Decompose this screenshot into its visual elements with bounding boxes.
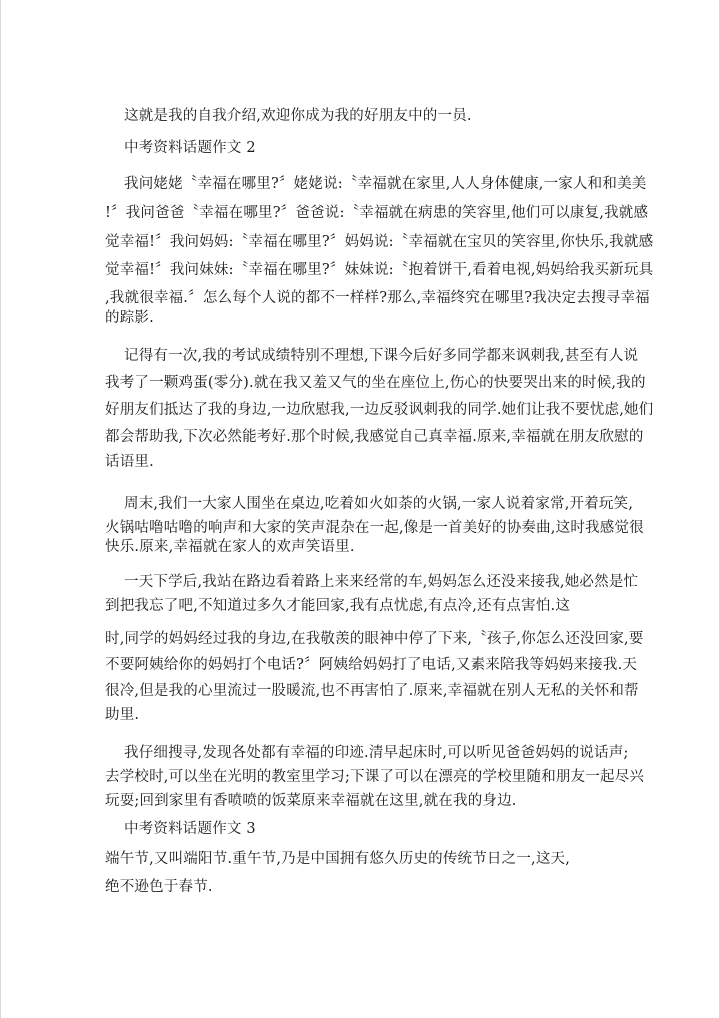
text-line: 端午节,又叫端阳节.重午节,乃是中国拥有悠久历史的传统节日之一,这天, <box>105 851 571 867</box>
text-line: 我考了一颗鸡蛋(零分).就在我又羞又气的坐在座位上,伤心的快要哭出来的时候,我的 <box>105 375 646 391</box>
text-line: 不要阿姨给你的妈妈打个电话?〞阿姨给妈妈打了电话,又素来陪我等妈妈来接我.天 <box>105 657 638 673</box>
text-line: 玩耍;回到家里有香喷喷的饭菜原来幸福就在这里,就在我的身边. <box>105 793 517 809</box>
text-line: 觉幸福!〞我问妈妈:〝幸福在哪里?〞妈妈说:〝幸福就在宝贝的笑容里,你快乐,我就感 <box>105 234 654 250</box>
text-line: 这就是我的自我介绍,欢迎你成为我的好朋友中的一员. <box>124 108 472 124</box>
text-line: 我仔细搜寻,发现各处都有幸福的印迹.清早起床时,可以听见爸爸妈妈的说话声; <box>124 745 629 761</box>
text-line: 好朋友们抵达了我的身边,一边欣慰我,一边反驳讽刺我的同学.她们让我不要忧虑,她们 <box>105 402 654 418</box>
text-line: 记得有一次,我的考试成绩特别不理想,下课今后好多同学都来讽刺我,甚至有人说 <box>124 348 639 364</box>
text-line: 一天下学后,我站在路边看着路上来来经常的车,妈妈怎么还没来接我,她必然是忙 <box>124 574 639 590</box>
section-heading: 中考资料话题作文 2 <box>124 140 256 156</box>
text-line: 觉幸福!〞我问妹妹:〝幸福在哪里?〞妹妹说:〝抱着饼干,看着电视,妈妈给我买新玩具 <box>105 262 654 278</box>
text-line: 的踪影. <box>105 310 154 326</box>
text-line: 都会帮助我,下次必然能考好.那个时候,我感觉自己真幸福.原来,幸福就在朋友欣慰的 <box>105 429 644 445</box>
text-line: 快乐.原来,幸福就在家人的欢声笑语里. <box>105 539 355 555</box>
text-line: 话语里. <box>105 454 154 470</box>
text-line: 助里. <box>105 707 140 723</box>
section-heading: 中考资料话题作文 3 <box>124 821 256 837</box>
text-line: 火锅咕噜咕噜的响声和大家的笑声混杂在一起,像是一首美好的协奏曲,这时我感觉很 <box>105 520 644 536</box>
text-line: !〞我问爸爸〝幸福在哪里?〞爸爸说:〝幸福就在病患的笑容里,他们可以康复,我就感 <box>105 205 649 221</box>
text-line: 很冷,但是我的心里流过一股暖流,也不再害怕了.原来,幸福就在别人无私的关怀和帮 <box>105 683 639 699</box>
text-line: 绝不逊色于春节. <box>105 879 213 895</box>
text-line: 我问姥姥〝幸福在哪里?〞姥姥说:〝幸福就在家里,人人身体健康,一家人和和美美 <box>124 176 647 192</box>
text-line: 到把我忘了吧,不知道过多久才能回家,我有点忧虑,有点冷,还有点害怕.这 <box>105 598 571 614</box>
text-line: 时,同学的妈妈经过我的身边,在我敬羡的眼神中停了下来,〝孩子,你怎么还没回家,要 <box>105 631 644 647</box>
text-line: ,我就很幸福.〞怎么每个人说的都不一样样?那么,幸福终究在哪里?我决定去搜寻幸福 <box>105 290 650 306</box>
text-line: 去学校时,可以坐在光明的教室里学习;下课了可以在漂亮的学校里随和朋友一起尽兴 <box>105 769 645 785</box>
text-line: 周末,我们一大家人围坐在桌边,吃着如火如荼的火锅,一家人说着家常,开着玩笑, <box>124 496 634 512</box>
